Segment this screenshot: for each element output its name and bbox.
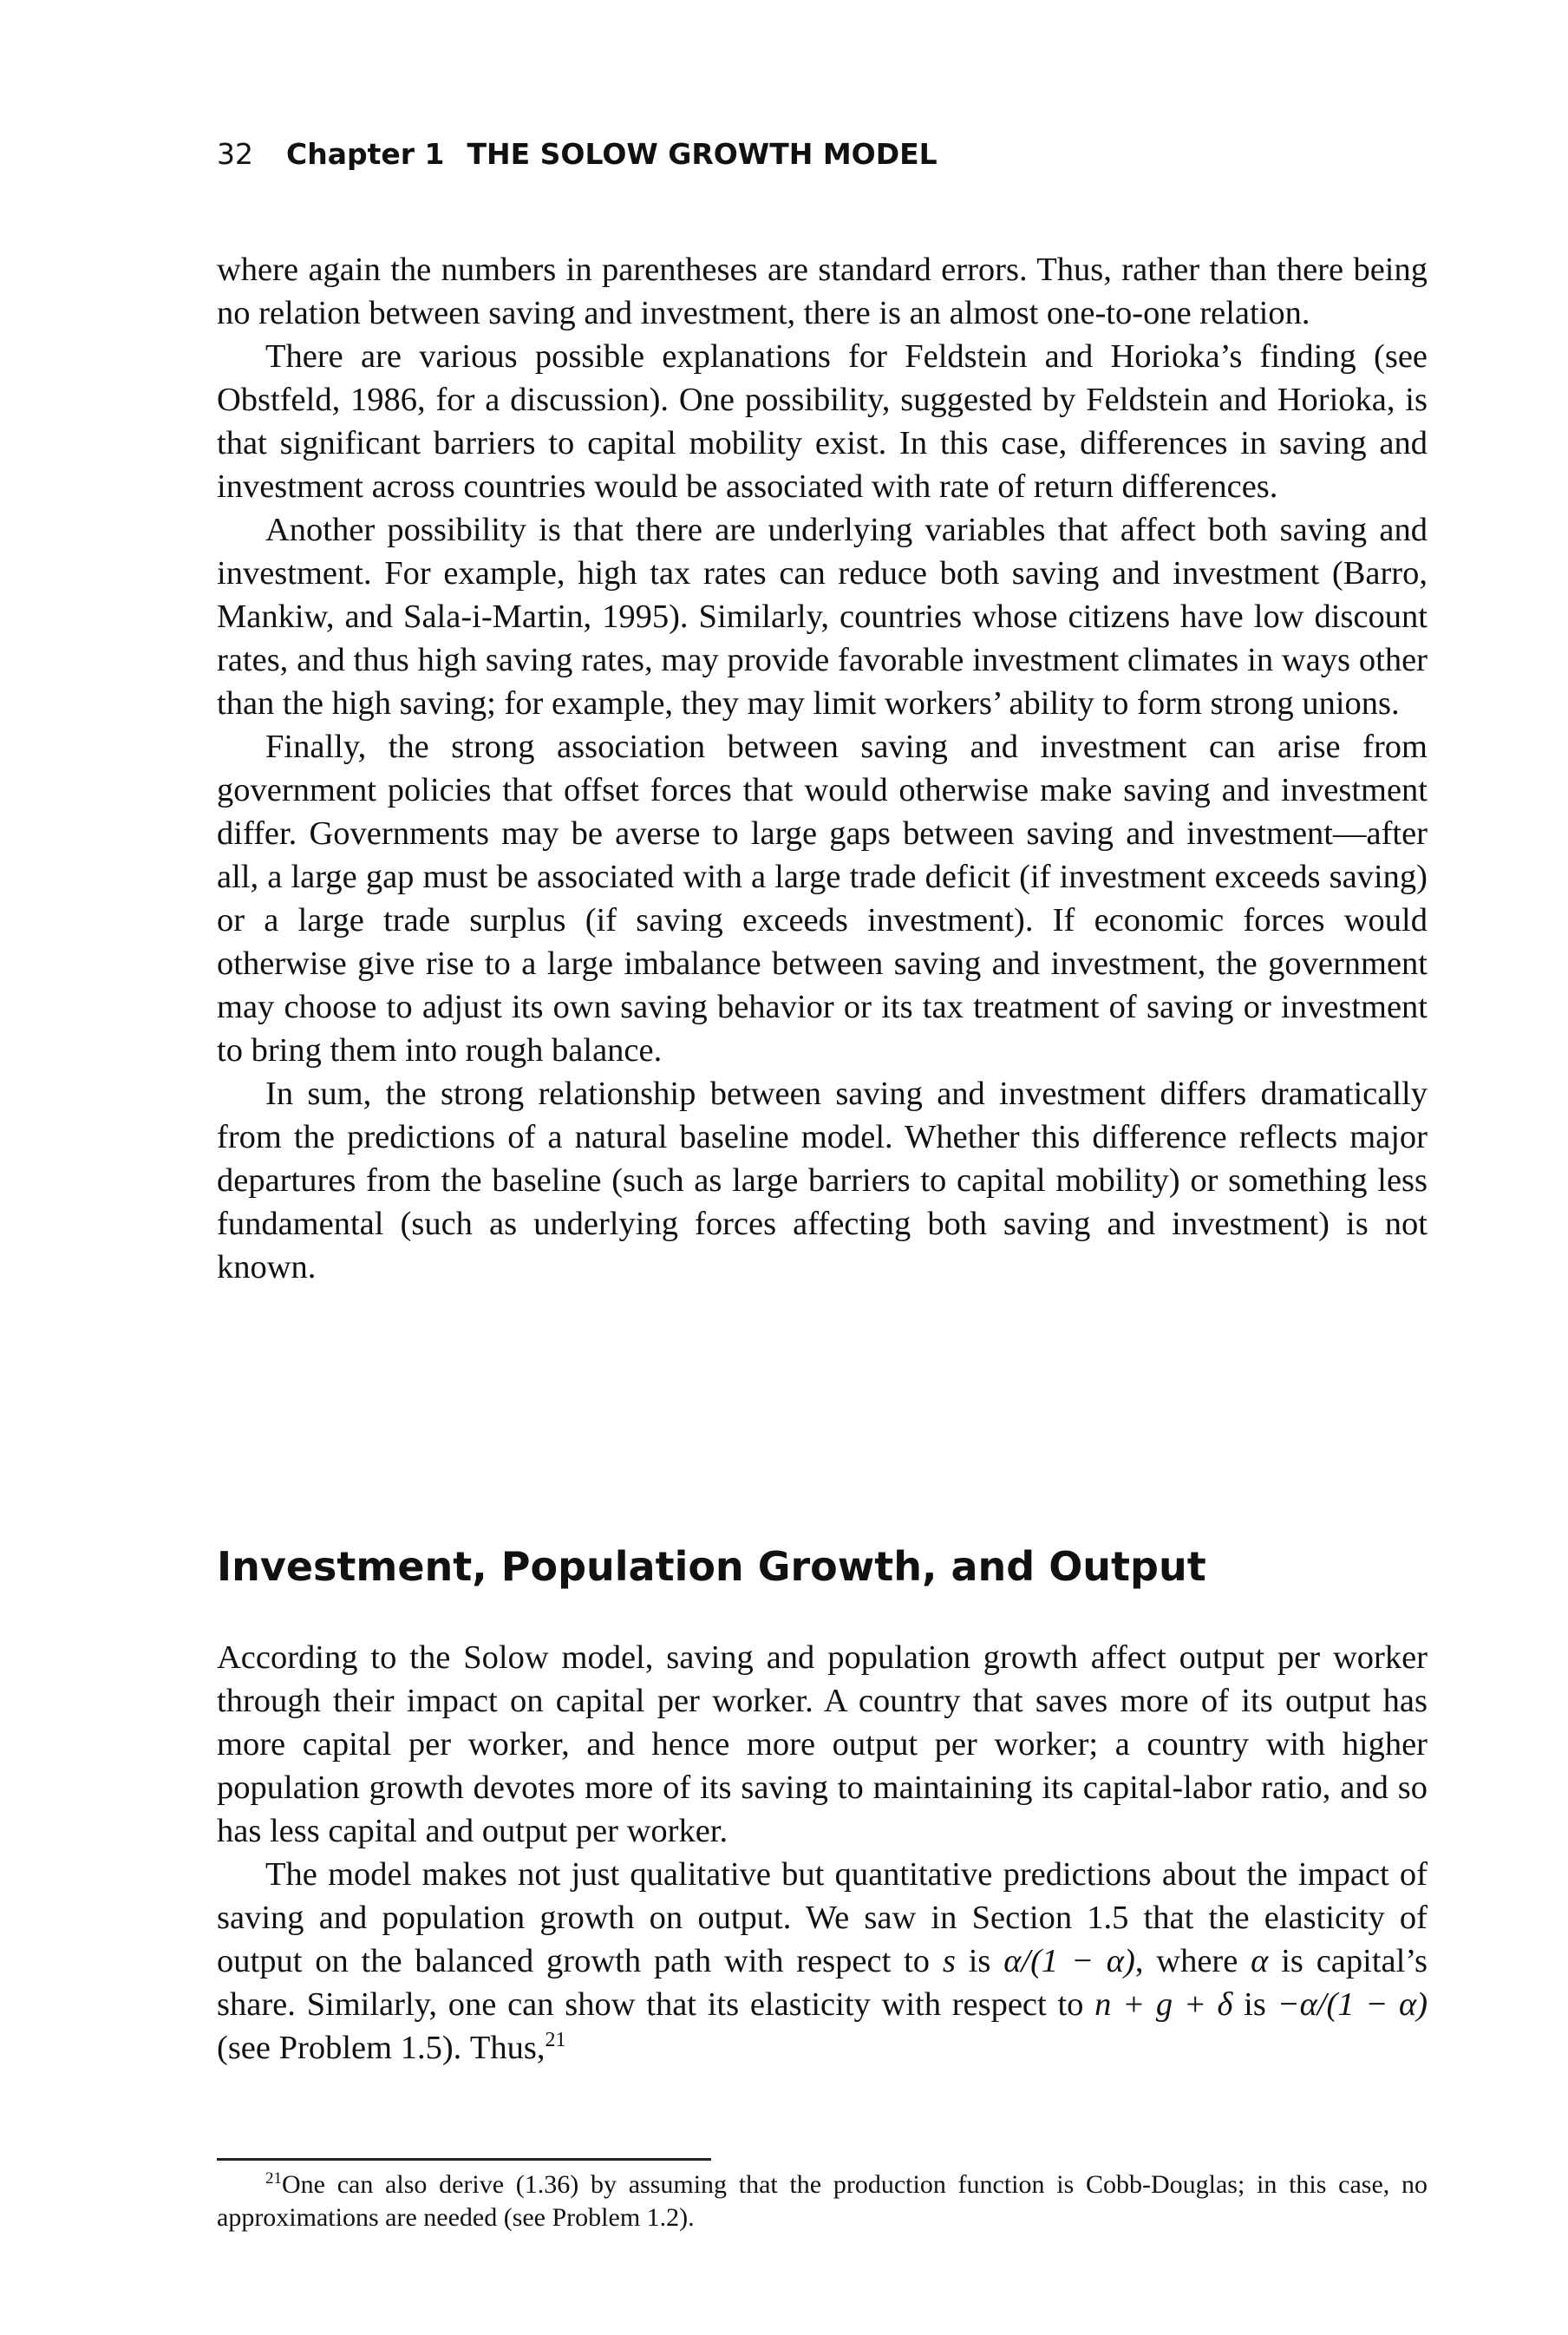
text-run: (see Problem 1.5). Thus, xyxy=(217,2030,546,2066)
footnote-text: One can also derive (1.36) by assuming that the production function is Cobb-Douglas; in this case, no approximations are needed (see Problem 1.2). xyxy=(217,2170,1428,2232)
section-body xyxy=(217,1636,1428,2070)
body-text xyxy=(217,248,1428,1289)
paragraph: According to the Solow model, saving and population growth affect output per worker through their impact on capital per worker. A country that saves more of its output has more capital per worker, and hence more output per worker; a country with higher population growth devotes more of its saving to maintaining its capital-labor ratio, and so has less capital and output per worker. xyxy=(217,1639,1428,1849)
footnote-ref[interactable]: 21 xyxy=(545,2029,566,2052)
footnote xyxy=(217,2168,1428,2234)
paragraph: where again the numbers in parentheses are standard errors. Thus, rather than there being no relation between saving and investment, there is an almost one-to-one relation. xyxy=(217,252,1428,331)
paragraph: There are various possible explanations for Feldstein and Horioka’s finding (see Obstfeld, 1986, for a discussion). One possibility, suggested by Feldstein and Horioka, is that significant barriers to capital mobility exist. In this case, differences in saving and investment across countries would be associated with rate of return differences. xyxy=(217,338,1428,505)
footnote-rule xyxy=(217,2158,711,2161)
math-var: α xyxy=(1251,1943,1269,1979)
text-run: is xyxy=(1232,1986,1277,2023)
text-run: The model makes not just qualitative but quantitative predictions about the impact of saving and population growth on output. We saw in Section 1.5 that the elasticity of output on the balanced growth path with respect to xyxy=(217,1856,1428,1979)
text-run: is xyxy=(955,1943,1004,1979)
paragraph: Another possibility is that there are underlying variables that affect both saving and investment. For example, high tax rates can reduce both saving and investment (Barro, Mankiw, and Sala-i-Martin, 1995). Similarly, countries whose citizens have low discount rates, and thus high saving rates, may provide favorable investment climates in ways other than the high saving; for example, they may limit workers’ ability to form strong unions. xyxy=(217,512,1428,722)
section-heading: Investment, Population Growth, and Output xyxy=(217,1543,1206,1590)
text-run: , where xyxy=(1134,1943,1251,1979)
chapter-label: Chapter 1 xyxy=(286,137,445,171)
chapter-title: THE SOLOW GROWTH MODEL xyxy=(467,137,938,171)
math-var: s xyxy=(942,1943,956,1979)
math-expr: α/(1 − α) xyxy=(1003,1943,1135,1979)
paragraph: Finally, the strong association between saving and investment can arise from government policies that offset forces that would otherwise make saving and investment differ. Governments may be averse to large gaps between saving and investment—after all, a large gap must be associated with a large trade deficit (if investment exceeds saving) or a large trade surplus (if saving exceeds investment). If economic forces would otherwise give rise to a large imbalance between saving and investment, the government may choose to adjust its own saving behavior or its tax treatment of saving or investment to bring them into rough balance. xyxy=(217,729,1428,1069)
math-expr: n + g + δ xyxy=(1094,1986,1233,2023)
paragraph xyxy=(217,1853,1428,2070)
math-expr: −α/(1 − α) xyxy=(1277,1986,1428,2023)
page-number: 32 xyxy=(217,137,253,171)
paragraph: In sum, the strong relationship between saving and investment differs dramatically from the predictions of a natural baseline model. Whether this difference reflects major departures from the baseline (such as large barriers to capital mobility) or something less fundamental (such as underlying forces affecting both saving and investment) is not known. xyxy=(217,1076,1428,1285)
running-header xyxy=(217,137,1428,171)
footnote-marker: 21 xyxy=(265,2169,282,2188)
text-run: is capital’s share. Similarly, one can show that its elasticity with respect to xyxy=(217,1943,1428,2023)
